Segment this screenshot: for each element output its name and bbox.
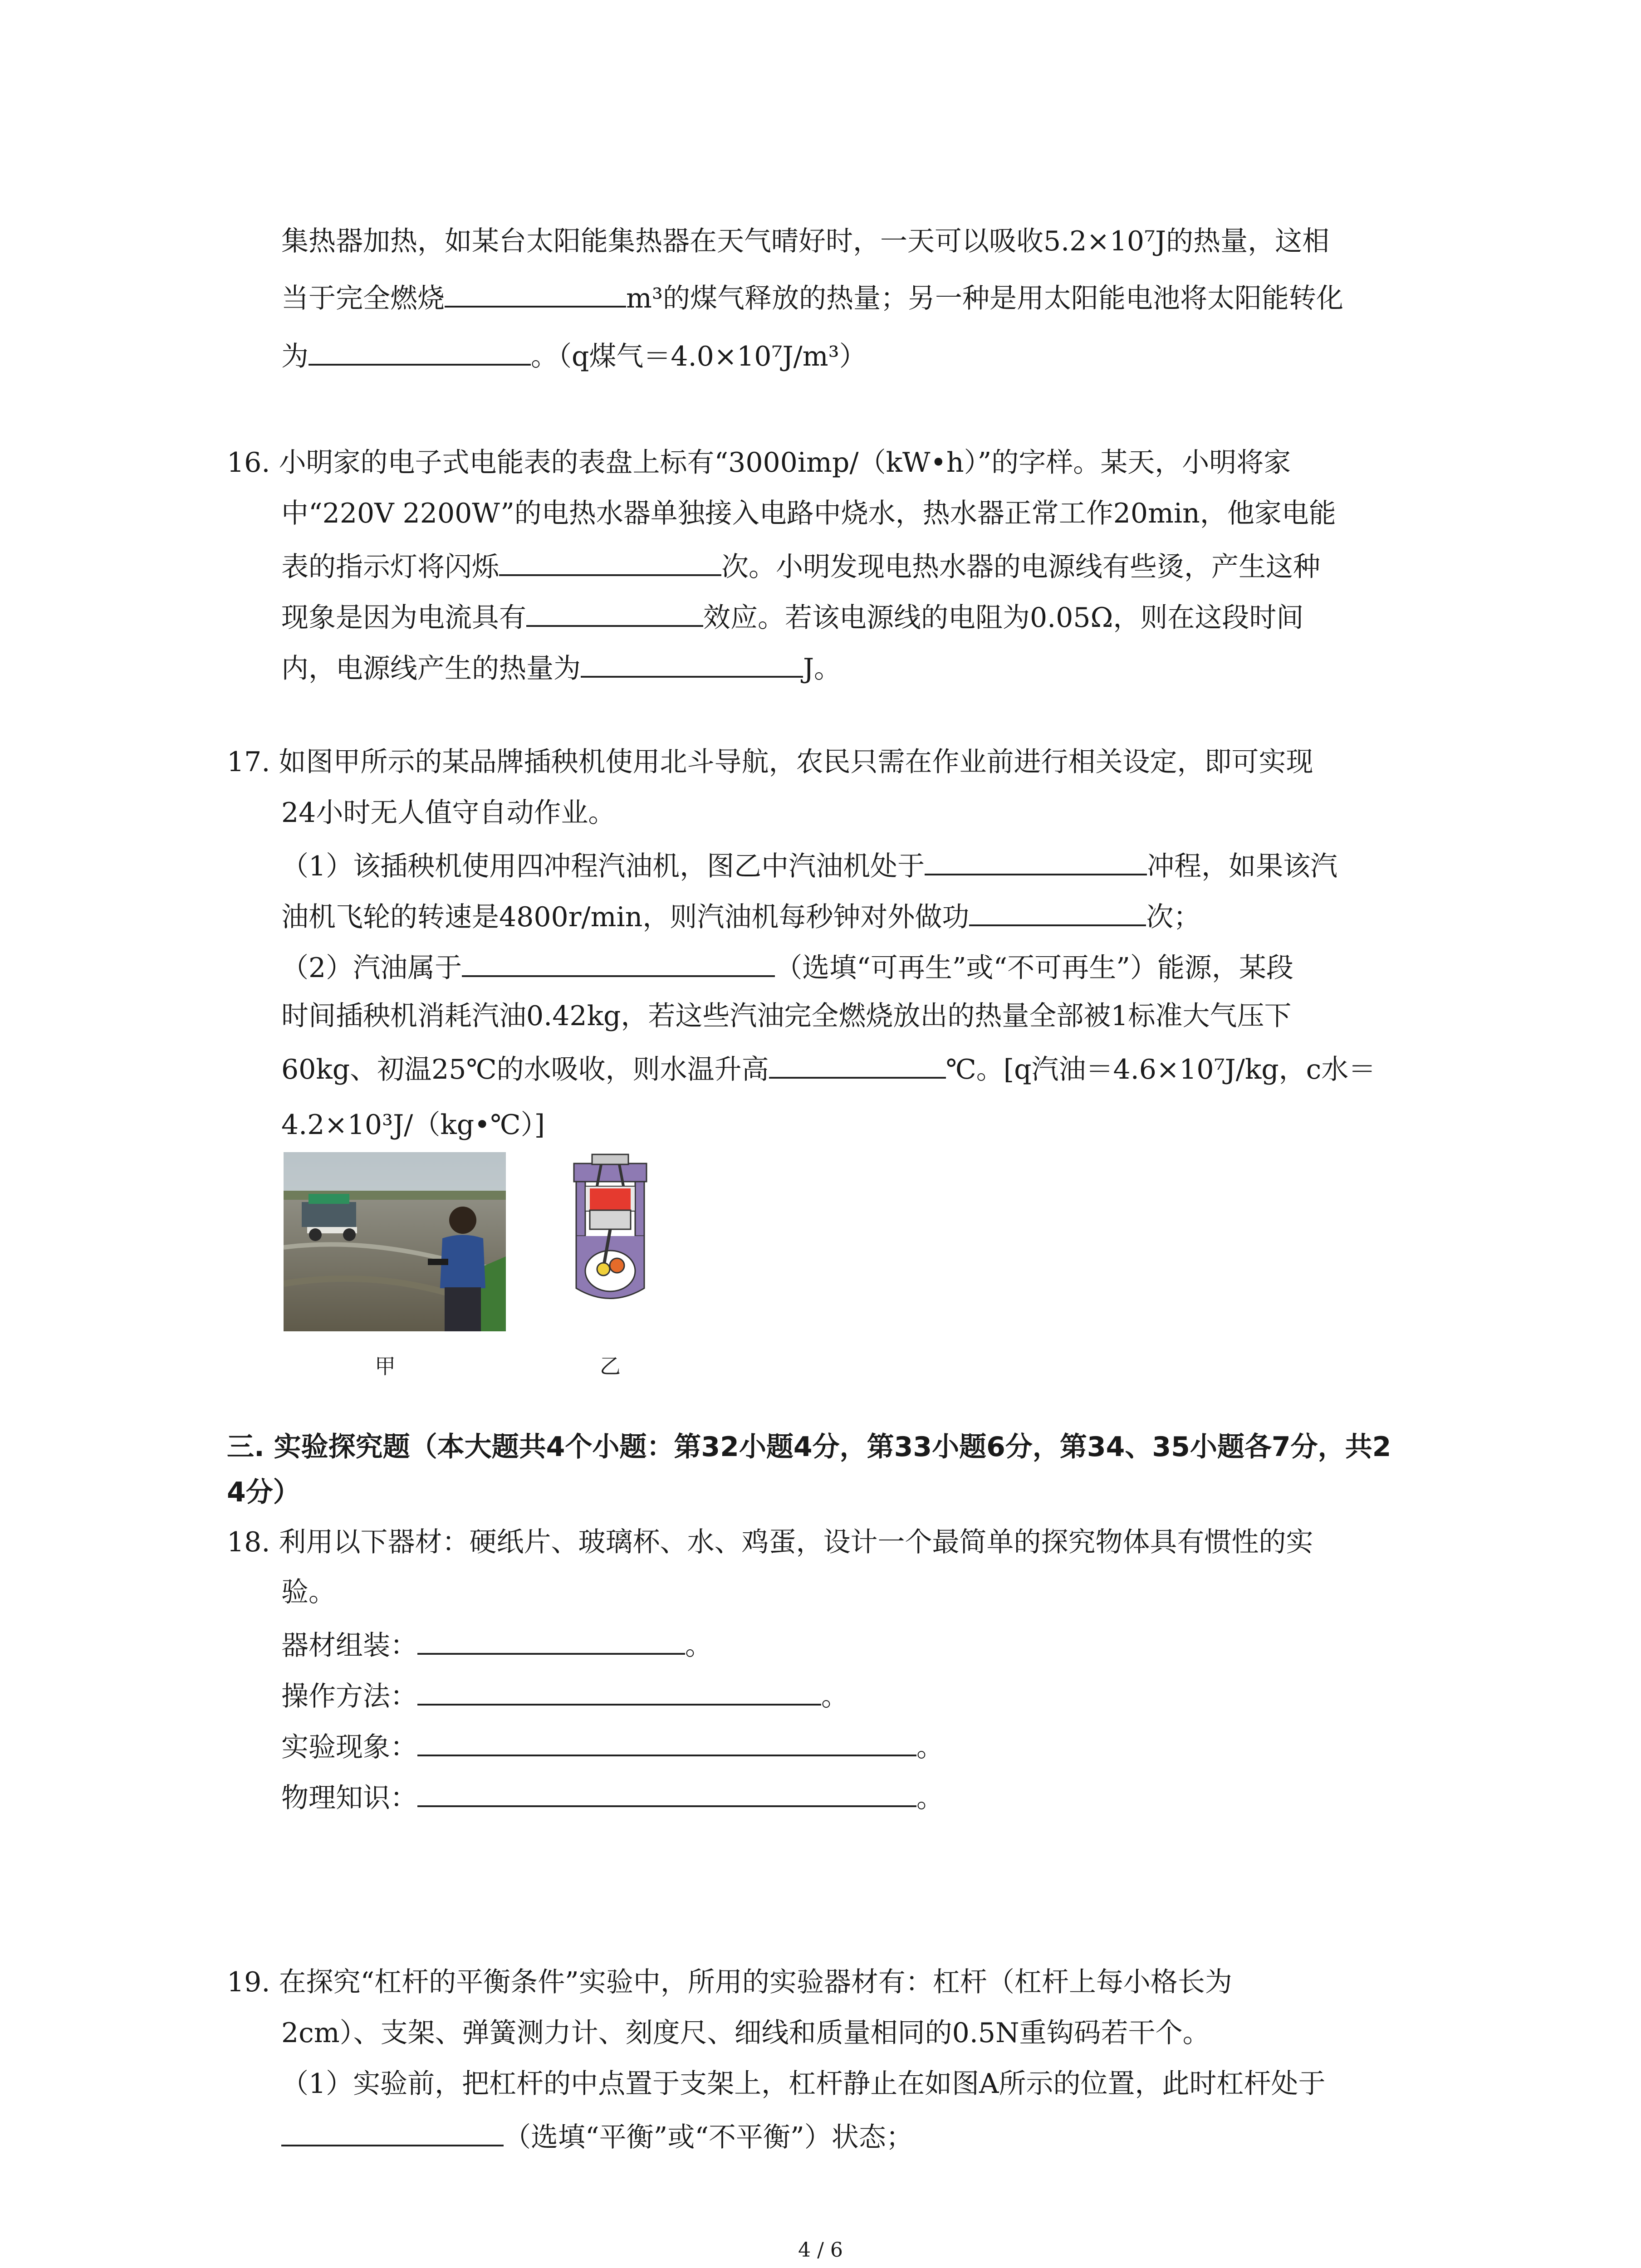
q15-line2-before: 当于完全燃烧 bbox=[281, 283, 445, 314]
q18-row-knowledge bbox=[281, 1777, 944, 1816]
q19-line4-after: （选填“平衡”或“不平衡”）状态； bbox=[504, 2121, 913, 2153]
q15-line1: 集热器加热，如某台太阳能集热器在天气晴好时，一天可以吸收5.2×10⁷J的热量，这相 bbox=[281, 225, 1330, 257]
q15-line3-before: 为 bbox=[281, 341, 309, 372]
q18-label-phenomenon: 实验现象： bbox=[281, 1731, 417, 1763]
q17-line7 bbox=[281, 1049, 1376, 1088]
figure-caption-yi: 乙 bbox=[600, 1354, 621, 1378]
q18-end-4: 。 bbox=[916, 1782, 944, 1814]
q18-line1: 18. 利用以下器材：硬纸片、玻璃杯、水、鸡蛋，设计一个最简单的探究物体具有惯性的实 bbox=[227, 1526, 1313, 1558]
q18-end-3: 。 bbox=[916, 1731, 944, 1763]
q17-line4-before: 油机飞轮的转速是4800r/min，则汽油机每秒钟对外做功 bbox=[281, 901, 970, 933]
q18-label-method: 操作方法： bbox=[281, 1681, 417, 1712]
figure-caption-jia: 甲 bbox=[375, 1354, 396, 1378]
q16-line5 bbox=[281, 648, 841, 687]
q16-line5-before: 内，电源线产生的热量为 bbox=[281, 653, 581, 684]
q17-line3 bbox=[281, 846, 1337, 885]
q17-line7-before: 60kg、初温25℃的水吸收，则水温升高 bbox=[281, 1054, 769, 1085]
q17-line3-before: （1）该插秧机使用四冲程汽油机，图乙中汽油机处于 bbox=[281, 850, 925, 882]
q18-row-method bbox=[281, 1676, 848, 1715]
q18-row-assembly bbox=[281, 1625, 712, 1664]
q18-row-phenomenon bbox=[281, 1726, 944, 1765]
q16-blank-2[interactable] bbox=[526, 597, 703, 627]
q15-line2-after: m³的煤气释放的热量；另一种是用太阳能电池将太阳能转化 bbox=[626, 283, 1343, 314]
q15-blank-2[interactable] bbox=[309, 336, 531, 366]
q18-end-1: 。 bbox=[685, 1630, 712, 1662]
q18-line2: 验。 bbox=[281, 1576, 336, 1608]
q16-blank-1[interactable] bbox=[499, 546, 721, 576]
q17-line7-after: ℃。[q汽油＝4.6×10⁷J/kg，c水＝ bbox=[945, 1054, 1376, 1085]
q15-blank-1[interactable] bbox=[445, 278, 626, 308]
q17-line5-after: （选填“可再生”或“不可再生”）能源，某段 bbox=[775, 952, 1293, 984]
q18-blank-knowledge[interactable] bbox=[417, 1777, 916, 1807]
q19-line4 bbox=[281, 2116, 913, 2156]
page-number: 4 / 6 bbox=[798, 2239, 843, 2262]
rice-transplanter-photo bbox=[284, 1152, 506, 1331]
q19-line1: 19. 在探究“杠杆的平衡条件”实验中，所用的实验器材有：杠杆（杠杆上每小格长为 bbox=[227, 1966, 1232, 1998]
q18-label-assembly: 器材组装： bbox=[281, 1630, 417, 1662]
q16-line4 bbox=[281, 597, 1303, 636]
q15-line2 bbox=[281, 278, 1343, 317]
q16-line4-before: 现象是因为电流具有 bbox=[281, 602, 526, 634]
engine-diagram bbox=[558, 1152, 662, 1306]
q18-end-2: 。 bbox=[821, 1681, 848, 1712]
q17-line8: 4.2×10³J/（kg•℃）] bbox=[281, 1109, 545, 1141]
q17-line5-before: （2）汽油属于 bbox=[281, 952, 462, 984]
q15-line3-after: 。（q煤气＝4.0×10⁷J/m³） bbox=[531, 341, 867, 372]
section-3-heading-line2: 4分） bbox=[227, 1476, 300, 1508]
q19-line2: 2cm）、支架、弹簧测力计、刻度尺、细线和质量相同的0.5N重钩码若干个。 bbox=[281, 2017, 1210, 2049]
q18-label-knowledge: 物理知识： bbox=[281, 1782, 417, 1814]
q18-blank-assembly[interactable] bbox=[417, 1625, 685, 1655]
q17-line6: 时间插秧机消耗汽油0.42kg，若这些汽油完全燃烧放出的热量全部被1标准大气压下 bbox=[281, 1000, 1292, 1032]
q16-line5-after: J。 bbox=[803, 653, 842, 684]
q17-line3-after: 冲程，如果该汽 bbox=[1147, 850, 1338, 882]
q17-blank-2[interactable] bbox=[969, 896, 1146, 926]
q17-blank-3[interactable] bbox=[462, 947, 775, 977]
q17-line4 bbox=[281, 896, 1200, 935]
q19-line3: （1）实验前，把杠杆的中点置于支架上，杠杆静止在如图A所示的位置，此时杠杆处于 bbox=[281, 2068, 1326, 2100]
q16-line3-after: 次。小明发现电热水器的电源线有些烫，产生这种 bbox=[721, 551, 1320, 583]
q16-line2: 中“220V 2200W”的电热水器单独接入电路中烧水，热水器正常工作20min，他家电能 bbox=[281, 498, 1336, 529]
q16-line3 bbox=[281, 546, 1320, 585]
q19-blank-1[interactable] bbox=[281, 2116, 504, 2146]
q17-line2: 24小时无人值守自动作业。 bbox=[281, 797, 616, 829]
q17-line4-after: 次； bbox=[1146, 901, 1201, 933]
q15-line3 bbox=[281, 336, 867, 375]
q18-blank-phenomenon[interactable] bbox=[417, 1726, 916, 1756]
q17-blank-1[interactable] bbox=[925, 846, 1147, 875]
q16-line3-before: 表的指示灯将闪烁 bbox=[281, 551, 499, 583]
q17-line1: 17. 如图甲所示的某品牌插秧机使用北斗导航，农民只需在作业前进行相关设定，即可实现 bbox=[227, 746, 1313, 778]
q17-line5 bbox=[281, 947, 1293, 986]
q16-line1: 16. 小明家的电子式电能表的表盘上标有“3000imp/（kW•h）”的字样。某天，小明将家 bbox=[227, 447, 1291, 479]
q17-blank-4[interactable] bbox=[769, 1049, 946, 1079]
q16-line4-after: 效应。若该电源线的电阻为0.05Ω，则在这段时间 bbox=[703, 602, 1304, 634]
q18-blank-method[interactable] bbox=[417, 1676, 821, 1706]
section-3-heading-line1: 三. 实验探究题（本大题共4个小题：第32小题4分，第33小题6分，第34、35小题各7分，共2 bbox=[227, 1431, 1391, 1463]
q16-blank-3[interactable] bbox=[581, 648, 803, 678]
